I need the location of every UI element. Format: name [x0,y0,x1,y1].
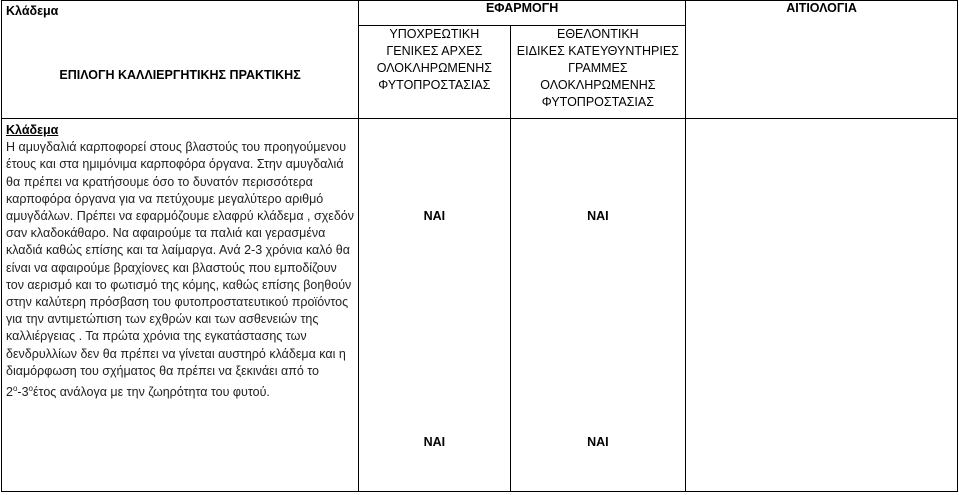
mandatory-yes-2: ΝΑΙ [423,435,446,449]
practice-header-cell [2,1,359,119]
voluntary-cell [510,119,686,492]
justification-cell [686,119,958,492]
voluntary-yes-2: ΝΑΙ [587,435,609,449]
justification-heading: ΑΙΤΙΟΛΟΓΙΑ [686,1,958,119]
section-title: Κλάδεμα [6,4,59,18]
application-heading: ΕΦΑΡΜΟΓΗ [359,1,686,26]
pruning-table [1,0,958,492]
voluntary-heading: ΕΘΕΛΟΝΤΙΚΗ ΕΙΔΙΚΕΣ ΚΑΤΕΥΘΥΝΤΗΡΙΕΣ ΓΡΑΜΜΕΣ ΟΛΟΚΛΗΡΩΜΕΝΗΣ ΦΥΤΟΠΡΟΣΤΑΣΙΑΣ [510,26,686,119]
mandatory-yes-1: ΝΑΙ [423,209,446,223]
practice-title: Κλάδεμα [6,123,59,137]
voluntary-yes-1: ΝΑΙ [587,209,609,223]
description-text: Η αμυγδαλιά καρποφορεί στους βλαστούς του προηγούμενου έτους και στα ημιμόνιμα καρποφόρα όργανα. Στην αμυγδαλιά θα πρέπει να κρατήσουμε όσο το δυνατόν περισσότερα καρποφόρα όργανα για να πετύχουμε μεγαλύτερο αριθμό αμυγδάλων. Πρέπει να εφαρμόζουμε ελαφρύ κλάδεμα , σχεδόν σαν κλαδοκάθαρο. Να αφαιρούμε τα παλιά και γερασμένα κλαδιά καθώς επίσης και τα λαίμαργα. Ανά 2-3 χρόνια καλό θα είναι να αφαιρούμε βραχίονες και βλαστούς που εμποδίζουν τον αερισμό και το φωτισμό της κόμης, καθώς επίσης βοηθούν στην καλύτερη πρόσβαση του φυτοπροστατευτικού προϊόντος για την αντιμετώπιση των εχθρών και των ασθενειών της καλλιέργειας . Τα πρώτα χρόνια της εγκατάστασης των δενδρυλλίων δεν θα πρέπει να γίνεται αυστηρό κλάδεμα και η διαμόρφωση του σχήματος θα πρέπει να ξεκινάει από το 2 [6,140,355,400]
ordinal-marker-1: ο [12,384,18,394]
practice-description-cell [2,119,359,492]
ordinal-marker-2: ο [28,384,33,394]
practice-heading: ΕΠΙΛΟΓΗ ΚΑΛΛΙΕΡΓΗΤΙΚΗΣ ΠΡΑΚΤΙΚΗΣ [59,68,301,82]
description-text-range: -3 [17,385,29,400]
description-text-end: έτος ανάλογα με την ζωηρότητα του φυτού. [32,385,270,400]
mandatory-heading: ΥΠΟΧΡΕΩΤΙΚΗ ΓΕΝΙΚΕΣ ΑΡΧΕΣ ΟΛΟΚΛΗΡΩΜΕΝΗΣ ΦΥΤΟΠΡΟΣΤΑΣΙΑΣ [359,26,510,119]
mandatory-cell [359,119,510,492]
practice-description [2,119,358,401]
